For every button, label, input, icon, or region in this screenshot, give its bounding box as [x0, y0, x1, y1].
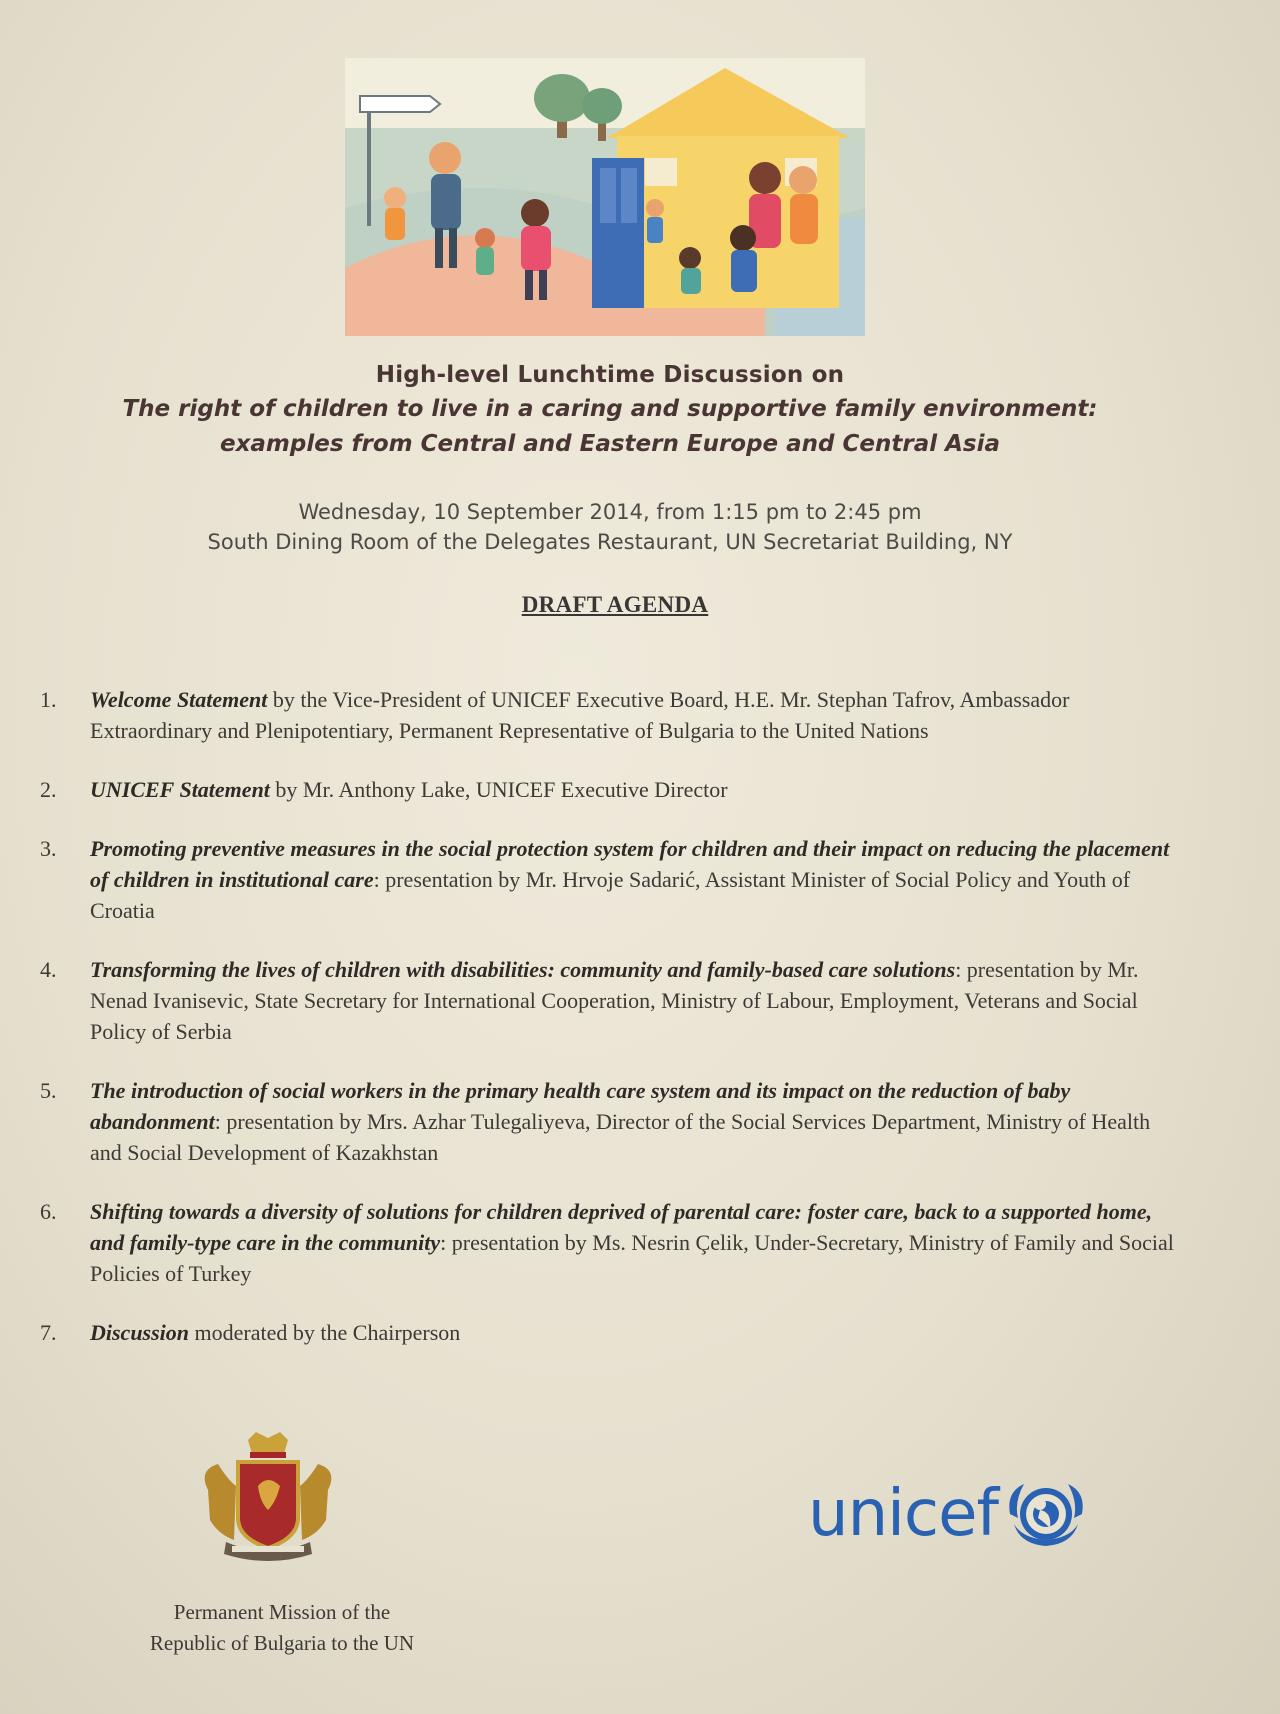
bulgaria-coat-of-arms-icon [188, 1430, 348, 1568]
agenda-item [40, 1196, 1180, 1289]
agenda-item [40, 954, 1180, 1047]
agenda-item-number: 3. [40, 836, 57, 861]
mission-label-line-2: Republic of Bulgaria to the UN [149, 1631, 415, 1655]
agenda-item-text: : presentation by Mrs. Azhar Tulegaliyeva, Director of the Social Services Department, Ministry of Health and Social Development of Kazakhstan [90, 1109, 1151, 1165]
event-header [60, 362, 1160, 554]
event-type: High-level Lunchtime Discussion on [375, 362, 845, 388]
unicef-logo [808, 1478, 1092, 1550]
agenda-item-number: 6. [40, 1199, 57, 1224]
agenda-item-title: Transforming the lives of children with disabilities: community and family-based care solutions [90, 957, 956, 982]
event-date-time: Wednesday, 10 September 2014, from 1:15 pm to 2:45 pm [298, 500, 922, 524]
agenda-heading: DRAFT AGENDA [521, 592, 709, 617]
agenda-item [40, 833, 1180, 926]
agenda-item [40, 774, 1180, 805]
agenda-item-number: 4. [40, 957, 57, 982]
mission-label-line-1: Permanent Mission of the [173, 1600, 391, 1624]
agenda-item-text: : presentation by Mr. Hrvoje Sadarić, Assistant Minister of Social Policy and Youth of Croatia [90, 867, 1131, 923]
agenda-item-number: 2. [40, 777, 57, 802]
event-title: The right of children to live in a caring and supportive family environment: examples from Central and Eastern Europe and Central Asia [122, 396, 1098, 457]
agenda-item-title: UNICEF Statement [90, 777, 270, 802]
agenda-item [40, 684, 1180, 746]
agenda-item-number: 5. [40, 1078, 57, 1103]
agenda-item-title: Discussion [90, 1320, 190, 1345]
agenda-item [40, 1317, 1180, 1348]
agenda-item [40, 1075, 1180, 1168]
event-venue: South Dining Room of the Delegates Restaurant, UN Secretariat Building, NY [207, 530, 1013, 554]
unicef-emblem-icon [1000, 1478, 1092, 1550]
agenda-item-title: Welcome Statement [90, 687, 268, 712]
mission-label [112, 1597, 452, 1659]
agenda-item-text: : presentation by Mr. Nenad Ivanisevic, State Secretary for International Cooperation, Ministry of Labour, Employment, Veterans and Social Policy of Serbia [90, 957, 1139, 1044]
unicef-wordmark: unicef [808, 1477, 998, 1551]
agenda-item-title: Promoting preventive measures in the social protection system for children and their impact on reducing the placement of children in institutional care [90, 836, 1170, 892]
agenda-item-number: 1. [40, 687, 57, 712]
agenda-item-text: by Mr. Anthony Lake, UNICEF Executive Director [269, 777, 728, 802]
family-home-illustration [345, 58, 865, 336]
agenda-item-title: The introduction of social workers in the primary health care system and its impact on the reduction of baby abandonment [90, 1078, 1071, 1134]
agenda-list [40, 684, 1180, 1348]
agenda-item-text: by the Vice-President of UNICEF Executive Board, H.E. Mr. Stephan Tafrov, Ambassador Extraordinary and Plenipotentiary, Permanent Representative of Bulgaria to the United Nations [90, 687, 1070, 743]
agenda-item-text: : presentation by Ms. Nesrin Çelik, Under-Secretary, Ministry of Family and Social Policies of Turkey [90, 1230, 1174, 1286]
agenda-item-text: moderated by the Chairperson [189, 1320, 461, 1345]
agenda-item-number: 7. [40, 1320, 57, 1345]
agenda-item-title: Shifting towards a diversity of solutions for children deprived of parental care: foster care, back to a supported home, and family-type care in the community [90, 1199, 1153, 1255]
